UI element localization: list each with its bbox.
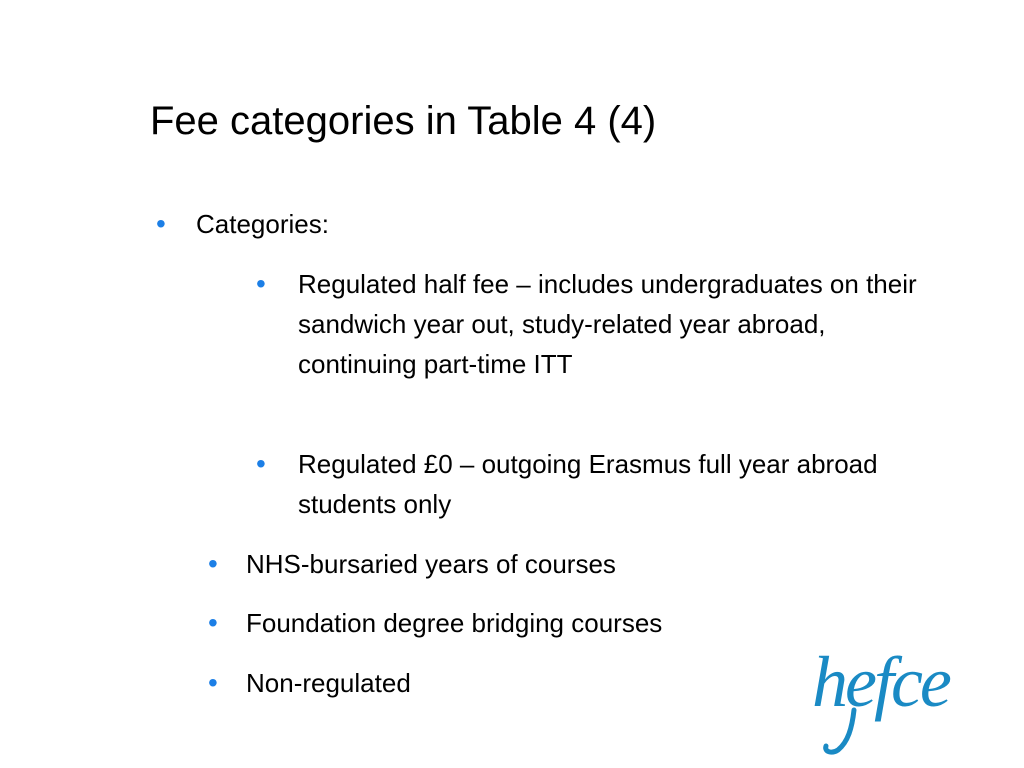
sub-bullet-regulated-half-fee (256, 264, 918, 384)
sub-bullet-regulated-zero (256, 444, 918, 524)
bullet-text: Foundation degree bridging courses (246, 608, 663, 638)
bullet-marker: • (256, 448, 266, 479)
bullet-categories (156, 204, 329, 244)
hefce-logo (808, 630, 968, 760)
bullet-text: Regulated half fee – includes undergraduates on their sandwich year out, study-related year abroad, continuing part-time ITT (298, 269, 917, 379)
bullet-text: Non-regulated (246, 668, 411, 698)
bullet-marker: • (208, 607, 218, 638)
bullet-marker: • (208, 548, 218, 579)
bullet-nhs-bursaried (208, 544, 616, 584)
bullet-non-regulated (208, 663, 411, 703)
logo-wordmark: hefce (812, 642, 949, 722)
bullet-text: Categories: (196, 209, 329, 239)
bullet-marker: • (156, 208, 166, 239)
bullet-text: NHS-bursaried years of courses (246, 549, 616, 579)
bullet-text: Regulated £0 – outgoing Erasmus full year abroad students only (298, 449, 878, 519)
slide-title: Fee categories in Table 4 (4) (150, 99, 657, 143)
bullet-foundation-degree (208, 603, 663, 643)
bullet-marker: • (208, 667, 218, 698)
bullet-marker: • (256, 268, 266, 299)
